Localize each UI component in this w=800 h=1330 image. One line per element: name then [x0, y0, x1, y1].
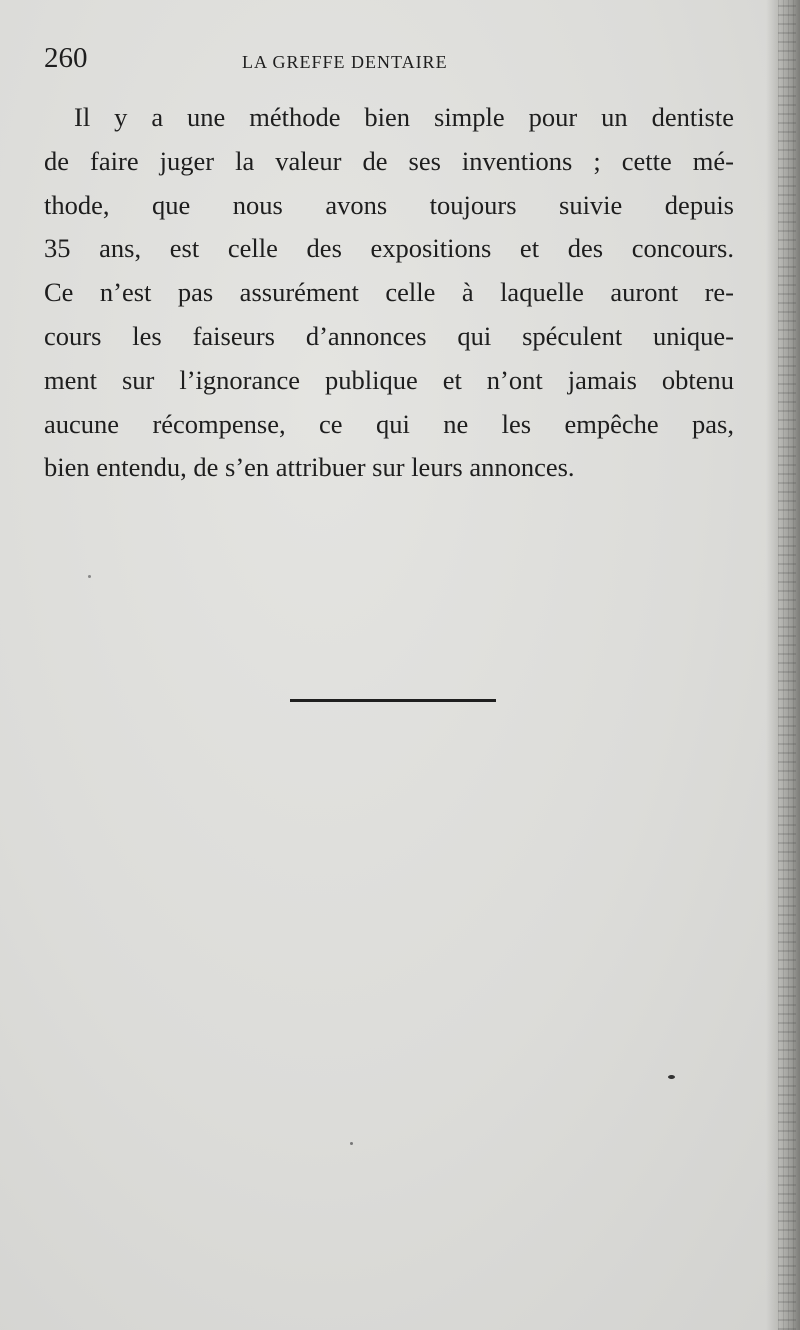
text-line: ment sur l’ignorance publique et n’ont jamais obtenu [44, 364, 734, 395]
paper-speck [350, 1142, 353, 1145]
paper-speck [668, 1075, 675, 1079]
page-number: 260 [44, 42, 88, 74]
text-line: aucune récompense, ce qui ne les empêche pas, [44, 408, 734, 439]
text-line: bien entendu, de s’en attribuer sur leurs annonces. [44, 452, 575, 483]
paper-speck [88, 575, 91, 578]
text-line: 35 ans, est celle des expositions et des concours. [44, 233, 734, 264]
text-line: thode, que nous avons toujours suivie depuis [44, 189, 734, 220]
text-line: cours les faiseurs d’annonces qui spéculent unique- [44, 320, 734, 351]
text-line: de faire juger la valeur de ses inventions ; cette mé- [44, 145, 734, 176]
text-line: Il y a une méthode bien simple pour un dentiste [74, 102, 734, 132]
section-end-rule [290, 699, 496, 702]
body-paragraph [44, 96, 734, 490]
page-header [44, 42, 734, 82]
text-line: Ce n’est pas assurément celle à laquelle auront re- [44, 277, 734, 308]
running-title: LA GREFFE DENTAIRE [242, 52, 448, 72]
page-edge-texture [778, 0, 796, 1330]
